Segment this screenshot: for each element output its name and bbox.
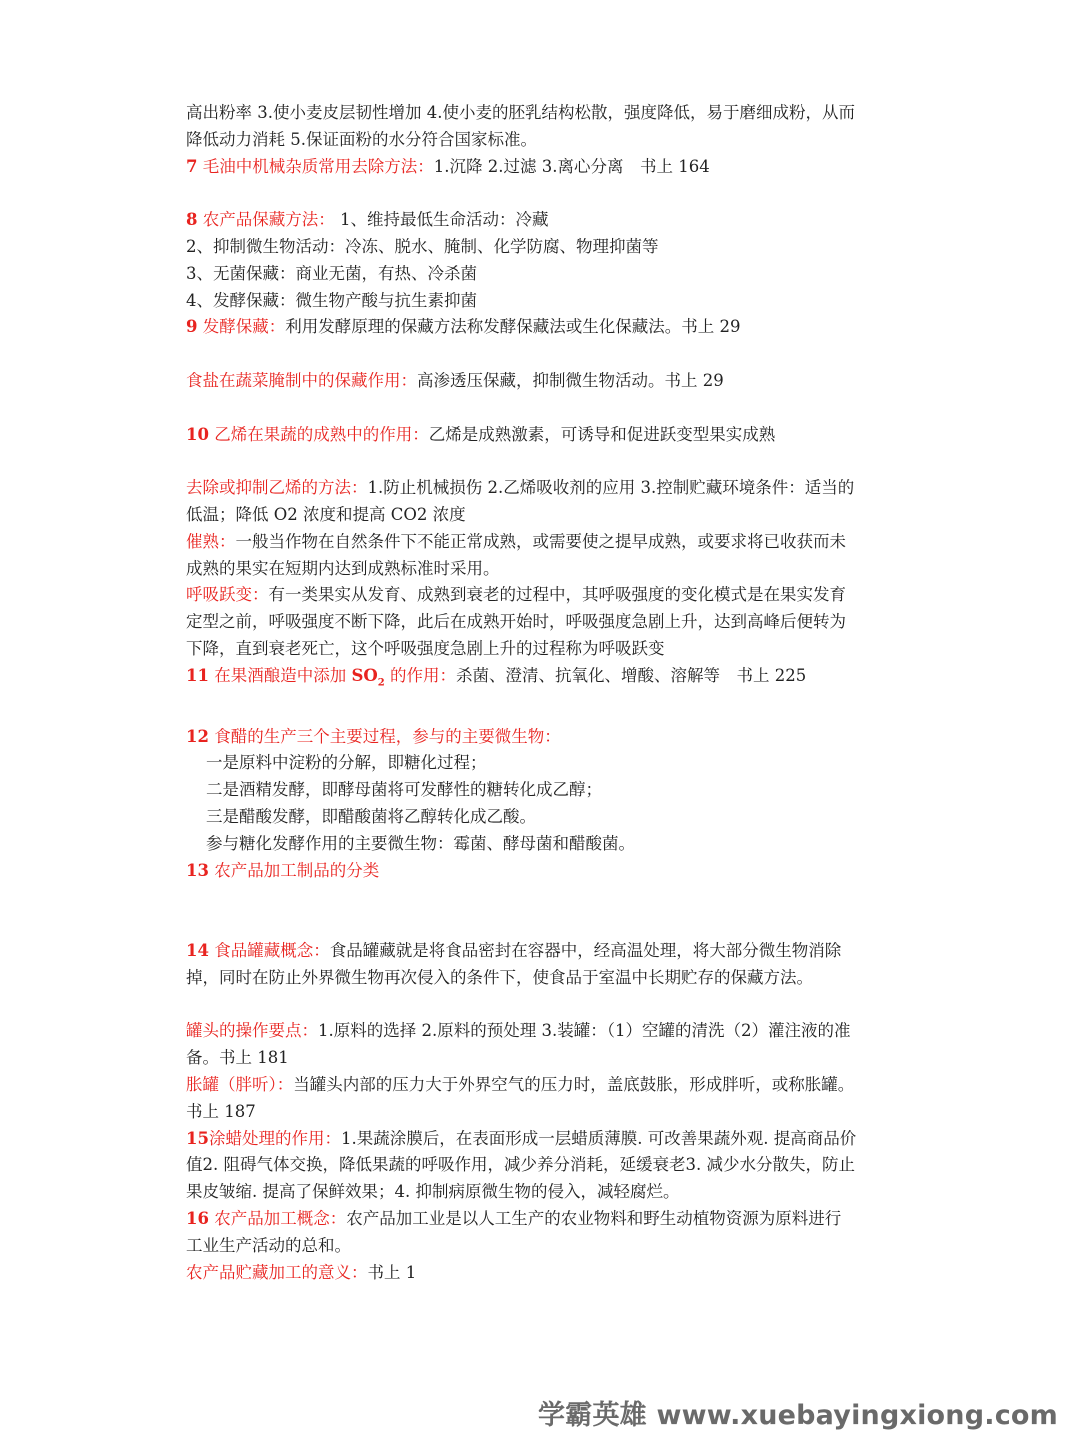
item-body: 食品罐藏就是将食品密封在容器中，经高温处理，将大部分微生物消除 bbox=[329, 941, 842, 960]
item-heading: 食醋的生产三个主要过程，参与的主要微生物： bbox=[208, 726, 561, 746]
text-line: 低温；降低 O2 浓度和提高 CO2 浓度 bbox=[186, 504, 466, 524]
text-line bbox=[186, 724, 902, 751]
so2-formula: SO bbox=[351, 665, 378, 685]
item-body: 乙烯是成熟激素，可诱导和促进跃变型果实成熟 bbox=[428, 424, 776, 444]
item-body: 1、维持最低生命活动：冷藏 bbox=[334, 210, 549, 230]
text-line: 果皮皱缩. 提高了保鲜效果；4. 抑制病原微生物的侵入，减轻腐烂。 bbox=[186, 1182, 680, 1202]
text-line: 2、抑制微生物活动：冷冻、脱水、腌制、化学防腐、物理抑菌等 bbox=[186, 236, 659, 256]
item-number: 11 bbox=[186, 665, 209, 685]
text-line: 书上 187 bbox=[186, 1101, 256, 1121]
item-heading: 呼吸跃变： bbox=[186, 585, 269, 605]
item-body: 1.防止机械损伤 2.乙烯吸收剂的应用 3.控制贮藏环境条件：适当的 bbox=[367, 478, 855, 498]
text-line: 高出粉率 3.使小麦皮层韧性增加 4.使小麦的胚乳结构松散，强度降低，易于磨细成粉，从而 bbox=[186, 103, 855, 122]
text-line bbox=[186, 314, 902, 341]
item-heading: 食盐在蔬菜腌制中的保藏作用： bbox=[186, 370, 417, 390]
text-line bbox=[186, 858, 902, 885]
item-heading: 去除或抑制乙烯的方法： bbox=[186, 478, 368, 498]
item-number: 9 bbox=[186, 317, 198, 337]
document-page bbox=[186, 100, 902, 1286]
text-line bbox=[186, 422, 902, 449]
item-number: 15 bbox=[186, 1128, 209, 1148]
text-line bbox=[186, 582, 902, 609]
item-body: 高渗透压保藏，抑制微生物活动。书上 29 bbox=[417, 370, 724, 390]
item-number: 12 bbox=[186, 726, 209, 746]
item-body: 1.原料的选择 2.原料的预处理 3.装罐：（1）空罐的清洗（2）灌注液的准 bbox=[318, 1021, 851, 1041]
text-line bbox=[186, 1206, 902, 1233]
text-line bbox=[186, 938, 902, 965]
text-line: 3、无菌保藏：商业无菌，有热、冷杀菌 bbox=[186, 263, 477, 283]
item-body: 书上 1 bbox=[367, 1262, 417, 1282]
item-heading: 罐头的操作要点： bbox=[186, 1021, 318, 1041]
text-line bbox=[186, 1018, 902, 1045]
item-heading: 催熟： bbox=[186, 531, 236, 551]
item-heading: 农产品加工制品的分类 bbox=[208, 860, 380, 880]
text-line: 下降，直到衰老死亡，这个呼吸强度急剧上升的过程称为呼吸跃变 bbox=[186, 638, 665, 658]
text-line: 参与糖化发酵作用的主要微生物：霉菌、酵母菌和醋酸菌。 bbox=[206, 833, 635, 853]
text-line: 工业生产活动的总和。 bbox=[186, 1235, 351, 1255]
text-line: 备。书上 181 bbox=[186, 1048, 289, 1068]
item-heading: 食品罐藏概念： bbox=[208, 941, 330, 960]
text-line bbox=[186, 529, 902, 556]
text-line bbox=[186, 475, 902, 502]
item-heading: 胀罐（胖听）： bbox=[186, 1074, 294, 1094]
text-line: 定型之前，呼吸强度不断下降，此后在成熟开始时，呼吸强度急剧上升，达到高峰后便转为 bbox=[186, 612, 846, 632]
item-heading: 毛油中机械杂质常用去除方法： bbox=[197, 156, 434, 176]
item-number: 10 bbox=[186, 424, 209, 444]
text-line bbox=[186, 1260, 902, 1287]
text-line: 三是醋酸发酵，即醋酸菌将乙醇转化成乙酸。 bbox=[206, 807, 536, 827]
item-heading: 农产品贮藏加工的意义： bbox=[186, 1262, 368, 1282]
item-heading: 乙烯在果蔬的成熟中的作用： bbox=[208, 424, 429, 444]
text-line: 成熟的果实在短期内达到成熟标准时采用。 bbox=[186, 558, 500, 578]
item-body: 利用发酵原理的保藏方法称发酵保藏法或生化保藏法。书上 29 bbox=[285, 317, 741, 337]
item-heading: 涂蜡处理的作用： bbox=[208, 1128, 341, 1148]
item-body: 农产品加工业是以人工生产的农业物料和野生动植物资源为原料进行 bbox=[346, 1208, 842, 1228]
text-line bbox=[186, 1072, 902, 1099]
item-number: 16 bbox=[186, 1208, 209, 1228]
text-line: 二是酒精发酵，即酵母菌将可发酵性的糖转化成乙醇； bbox=[206, 780, 602, 800]
item-heading: 在果酒酿造中添加 bbox=[208, 665, 352, 685]
item-heading: 的作用： bbox=[384, 665, 456, 685]
text-line bbox=[186, 207, 902, 234]
item-number: 13 bbox=[186, 860, 209, 880]
item-heading: 农产品保藏方法： bbox=[197, 210, 335, 230]
text-line: 值2. 阻碍气体交换，降低果蔬的呼吸作用，减少养分消耗，延缓衰老3. 减少水分散失，防止 bbox=[186, 1155, 855, 1175]
text-line: 掉，同时在防止外界微生物再次侵入的条件下，使食品于室温中长期贮存的保藏方法。 bbox=[186, 967, 813, 987]
text-line bbox=[186, 154, 902, 181]
text-line: 降低动力消耗 5.保证面粉的水分符合国家标准。 bbox=[186, 129, 537, 149]
text-line bbox=[186, 663, 902, 697]
item-number: 7 bbox=[186, 156, 198, 176]
item-heading: 发酵保藏： bbox=[197, 317, 286, 337]
item-body: 有一类果实从发育、成熟到衰老的过程中，其呼吸强度的变化模式是在果实发育 bbox=[268, 585, 846, 605]
item-body: 1.果蔬涂膜后，在表面形成一层蜡质薄膜. 可改善果蔬外观. 提高商品价 bbox=[340, 1128, 857, 1148]
text-line: 一是原料中淀粉的分解，即糖化过程； bbox=[206, 753, 487, 773]
item-body: 一般当作物在自然条件下不能正常成熟，或需要使之提早成熟，或要求将已收获而未 bbox=[235, 531, 846, 551]
text-line bbox=[186, 368, 902, 395]
so2-subscript: 2 bbox=[377, 677, 385, 689]
item-body: 杀菌、澄清、抗氧化、增酸、溶解等 书上 225 bbox=[455, 665, 807, 685]
item-body: 1.沉降 2.过滤 3.离心分离 书上 164 bbox=[433, 156, 710, 176]
item-number: 8 bbox=[186, 210, 198, 230]
item-heading: 农产品加工概念： bbox=[208, 1208, 347, 1228]
item-number: 14 bbox=[186, 941, 209, 960]
text-line bbox=[186, 1126, 902, 1153]
item-body: 当罐头内部的压力大于外界空气的压力时，盖底鼓胀，形成胖听，或称胀罐。 bbox=[293, 1074, 855, 1094]
text-line: 4、发酵保藏：微生物产酸与抗生素抑菌 bbox=[186, 290, 477, 310]
site-watermark: 学霸英雄 www.xuebayingxiong.com bbox=[538, 1400, 1058, 1431]
